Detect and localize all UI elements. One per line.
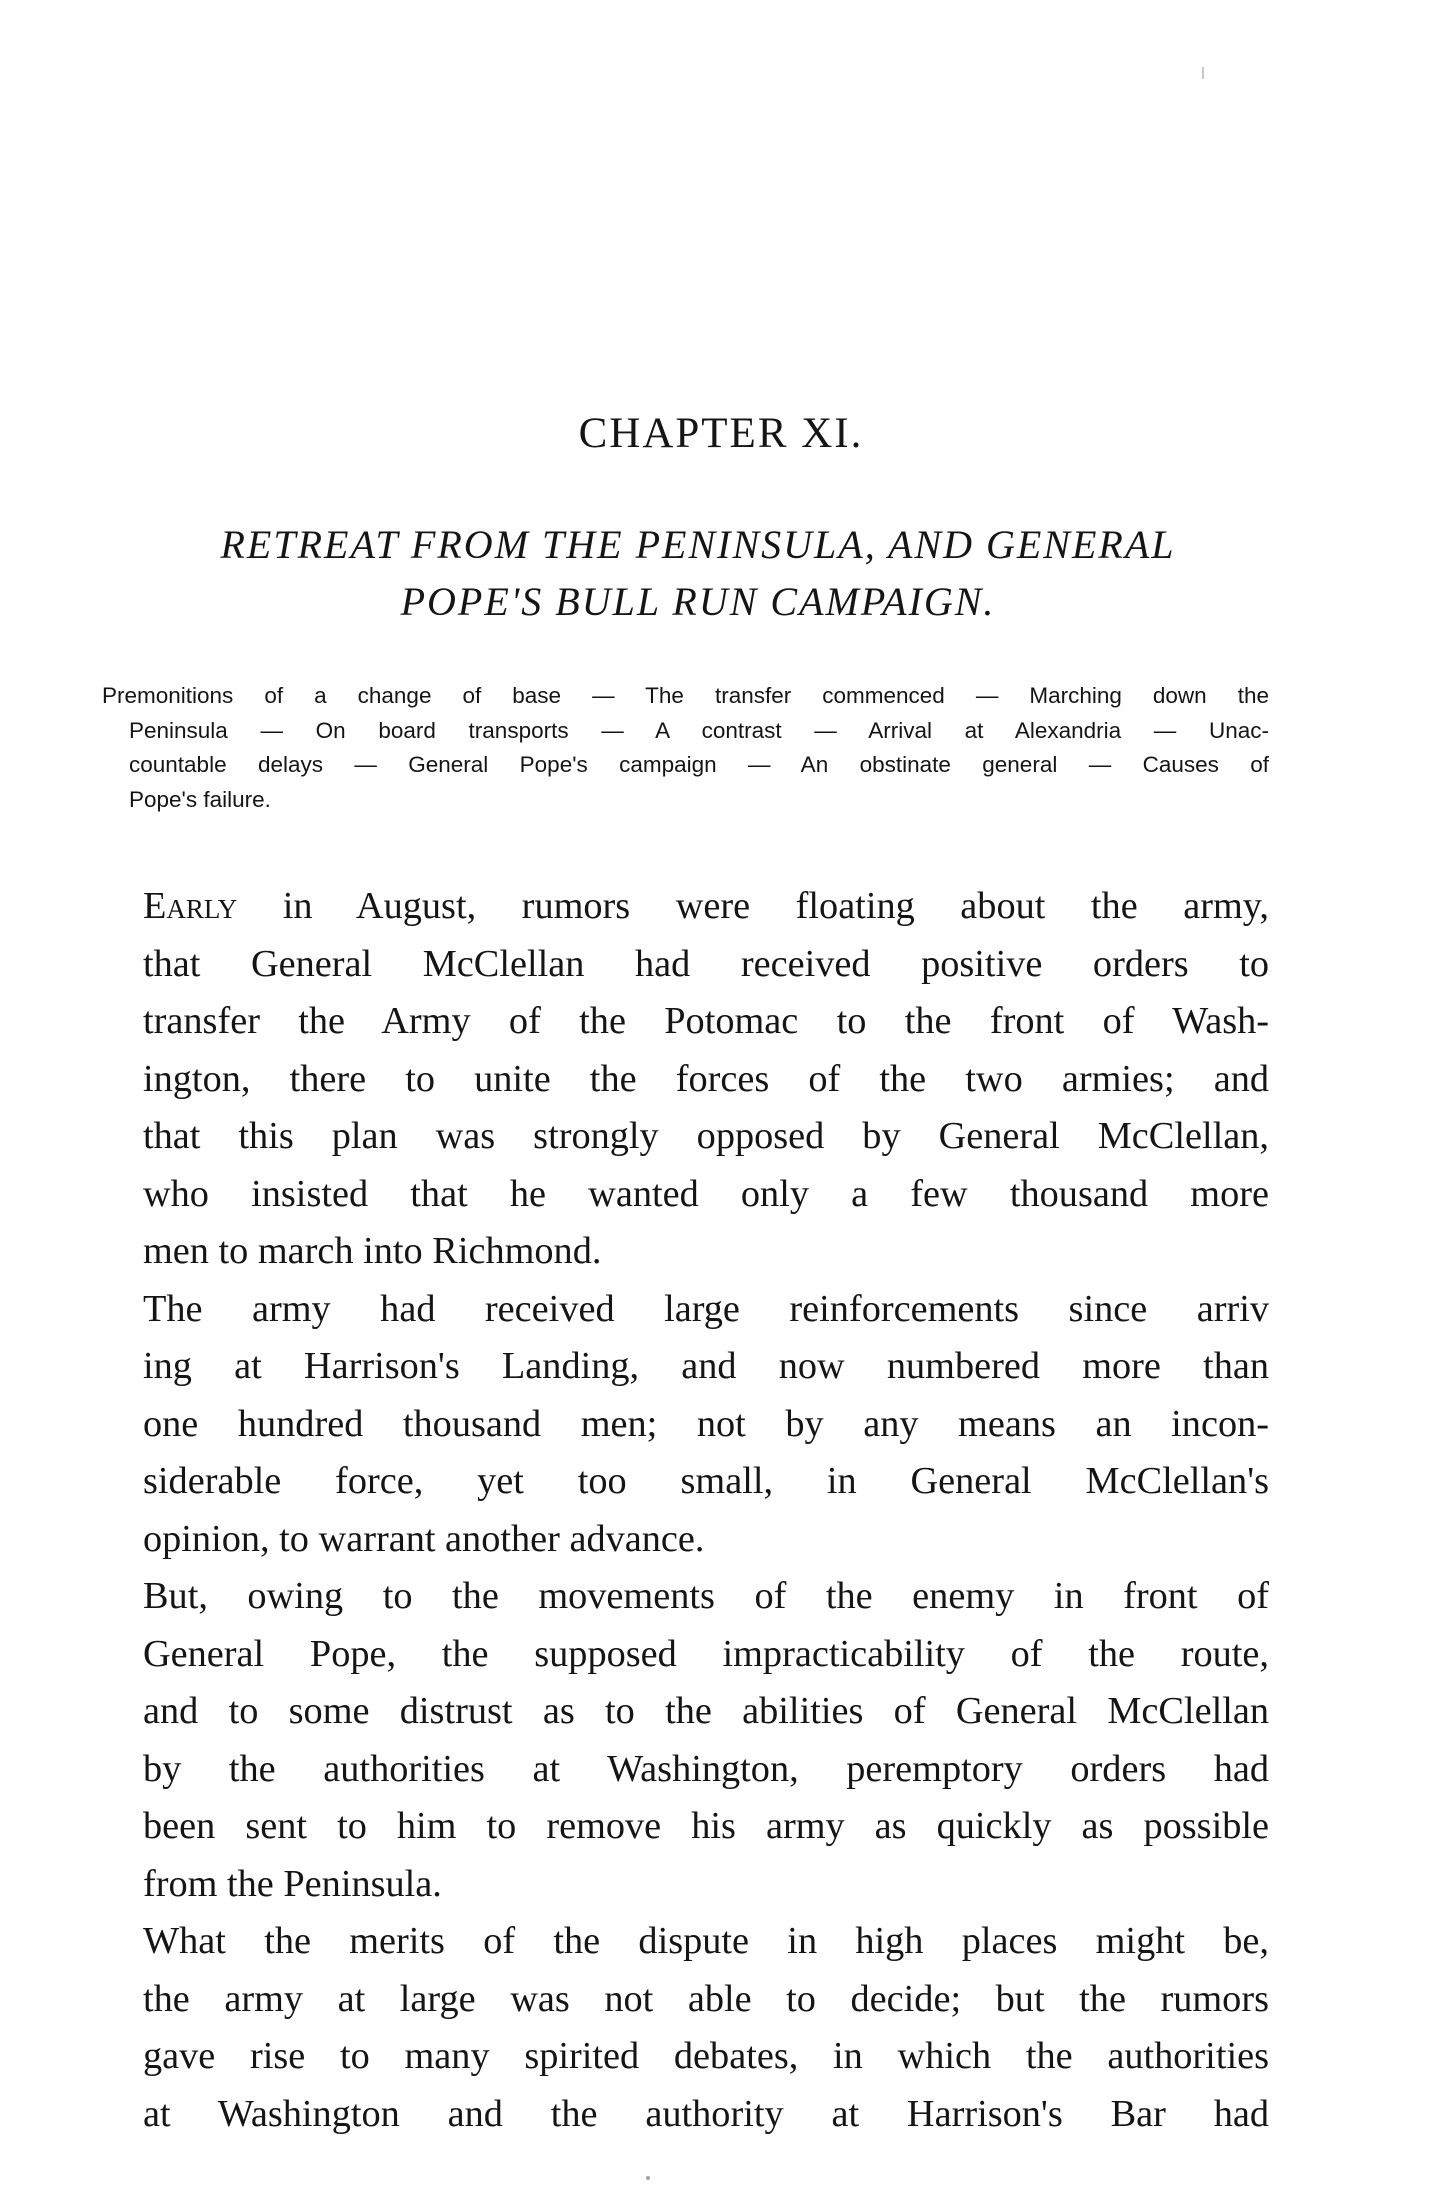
opening-line-text: in August, rumors were floating about the army, xyxy=(237,885,1269,927)
chapter-title xyxy=(118,516,1278,630)
paragraph-line: one hundred thousand men; not by any means an incon- xyxy=(143,1402,1269,1445)
chapter-synopsis xyxy=(102,679,1269,817)
paragraph-line: ing at Harrison's Landing, and now numbered more than xyxy=(143,1345,1269,1387)
paragraph-line: siderable force, yet too small, in General McClellan's xyxy=(143,1460,1269,1502)
paragraph-2 xyxy=(143,1281,1269,1569)
body-text xyxy=(143,878,1269,2143)
synopsis-line: Pope's failure. xyxy=(129,786,271,812)
paragraph-line: transfer the Army of the Potomac to the front of Wash- xyxy=(143,1000,1269,1042)
paragraph-line: who insisted that he wanted only a few thousand more xyxy=(143,1172,1269,1215)
paragraph-line: the army at large was not able to decide; but the rumors xyxy=(143,1977,1269,2020)
chapter-title-line: POPE'S BULL RUN CAMPAIGN. xyxy=(400,579,996,624)
paragraph-3 xyxy=(143,1568,1269,1913)
paragraph-line xyxy=(143,878,1269,936)
paragraph-line: gave rise to many spirited debates, in which the authorities xyxy=(143,2035,1269,2077)
paragraph-line: by the authorities at Washington, peremptory orders had xyxy=(143,1747,1269,1790)
paragraph-line: that General McClellan had received positive orders to xyxy=(143,942,1269,985)
chapter-title-line: RETREAT FROM THE PENINSULA, AND GENERAL xyxy=(220,522,1176,567)
scan-speck xyxy=(646,2176,650,2180)
paragraph-line: at Washington and the authority at Harrison's Bar had xyxy=(143,2092,1269,2135)
synopsis-line: countable delays — General Pope's campaign — An obstinate general — Causes of xyxy=(129,752,1269,777)
paragraph-line: that this plan was strongly opposed by General McClellan, xyxy=(143,1115,1269,1157)
opening-word: Early xyxy=(143,885,238,927)
paragraph-line: The army had received large reinforcements since arriv xyxy=(143,1287,1269,1330)
paragraph-line: General Pope, the supposed impracticability of the route, xyxy=(143,1632,1269,1675)
paragraph-line: opinion, to warrant another advance. xyxy=(143,1517,705,1560)
paragraph-line: and to some distrust as to the abilities of General McClellan xyxy=(143,1690,1269,1732)
paragraph-line: But, owing to the movements of the enemy in front of xyxy=(143,1575,1269,1617)
scan-speck xyxy=(1202,67,1204,79)
paragraph-line: ington, there to unite the forces of the two armies; and xyxy=(143,1057,1269,1100)
paragraph-line: men to march into Richmond. xyxy=(143,1230,602,1272)
paragraph-1 xyxy=(143,878,1269,1281)
paragraph-line: from the Peninsula. xyxy=(143,1862,442,1905)
paragraph-line: been sent to him to remove his army as quickly as possible xyxy=(143,1805,1269,1847)
chapter-heading: CHAPTER XI. xyxy=(578,410,864,457)
paragraph-line: What the merits of the dispute in high places might be, xyxy=(143,1920,1269,1962)
paragraph-4 xyxy=(143,1913,1269,2143)
synopsis-line: Premonitions of a change of base — The transfer commenced — Marching down the xyxy=(102,683,1269,708)
synopsis-line: Peninsula — On board transports — A contrast — Arrival at Alexandria — Unac- xyxy=(129,717,1269,743)
